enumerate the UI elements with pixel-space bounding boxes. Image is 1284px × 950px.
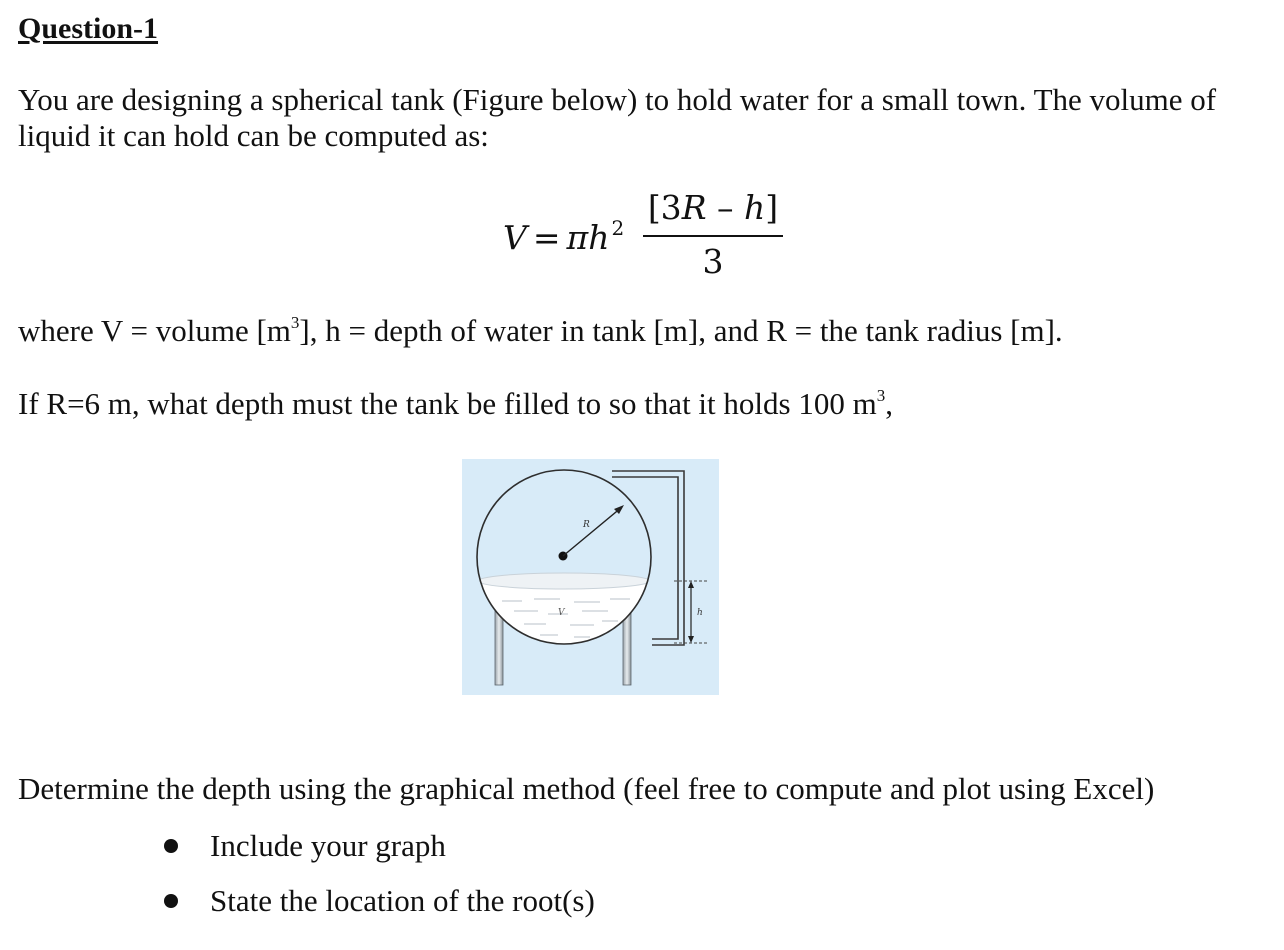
numerator-close: ]: [765, 188, 779, 227]
numerator-r: R: [681, 188, 707, 227]
bullet-text: State the location of the root(s): [210, 883, 595, 918]
where-superscript: 3: [290, 313, 300, 332]
tank-leg-left: [495, 609, 503, 685]
intro-line-1: You are designing a spherical tank (Figure below) to hold water for a small town. The volume of: [18, 82, 1217, 117]
question-superscript: 3: [876, 386, 886, 405]
spherical-tank-figure: [462, 459, 719, 695]
bullet-text: Include your graph: [210, 828, 446, 863]
bullet-dot: [164, 839, 178, 853]
label-r: R: [583, 520, 590, 530]
question-heading: Question-1: [18, 12, 159, 45]
label-h: h: [697, 608, 703, 618]
numerator-h: h: [744, 188, 766, 227]
label-v: V: [558, 608, 565, 618]
formula-equals: =: [532, 218, 561, 257]
formula-denominator: 3: [702, 242, 724, 281]
where-text-1: where V = volume [m: [18, 313, 291, 348]
tank-diagram: [462, 459, 719, 695]
intro-paragraph: [18, 82, 1216, 154]
water-surface: [478, 573, 650, 589]
bullet-dot: [164, 894, 178, 908]
where-text-2: ], h = depth of water in tank [m], and R = the tank radius [m].: [299, 313, 1063, 348]
volume-formula: [503, 188, 793, 284]
formula-h: h: [588, 218, 610, 257]
question-text-1: If R=6 m, what depth must the tank be filled to so that it holds 100 m: [18, 386, 877, 421]
question-statement: [18, 386, 893, 422]
intro-line-2: liquid it can hold can be computed as:: [18, 118, 489, 153]
numerator-minus: –: [706, 188, 745, 227]
task-instruction: Determine the depth using the graphical method (feel free to compute and plot using Excel): [18, 771, 1155, 806]
formula-pi: π: [566, 218, 589, 257]
formula-left-side: [503, 218, 624, 257]
variable-definitions: [18, 313, 1063, 349]
formula-exponent: 2: [611, 216, 625, 240]
formula-numerator: [643, 188, 783, 227]
question-text-2: ,: [885, 386, 893, 421]
fraction-bar: [643, 235, 783, 237]
formula-v: V: [503, 218, 527, 257]
numerator-open: [3: [647, 188, 682, 227]
